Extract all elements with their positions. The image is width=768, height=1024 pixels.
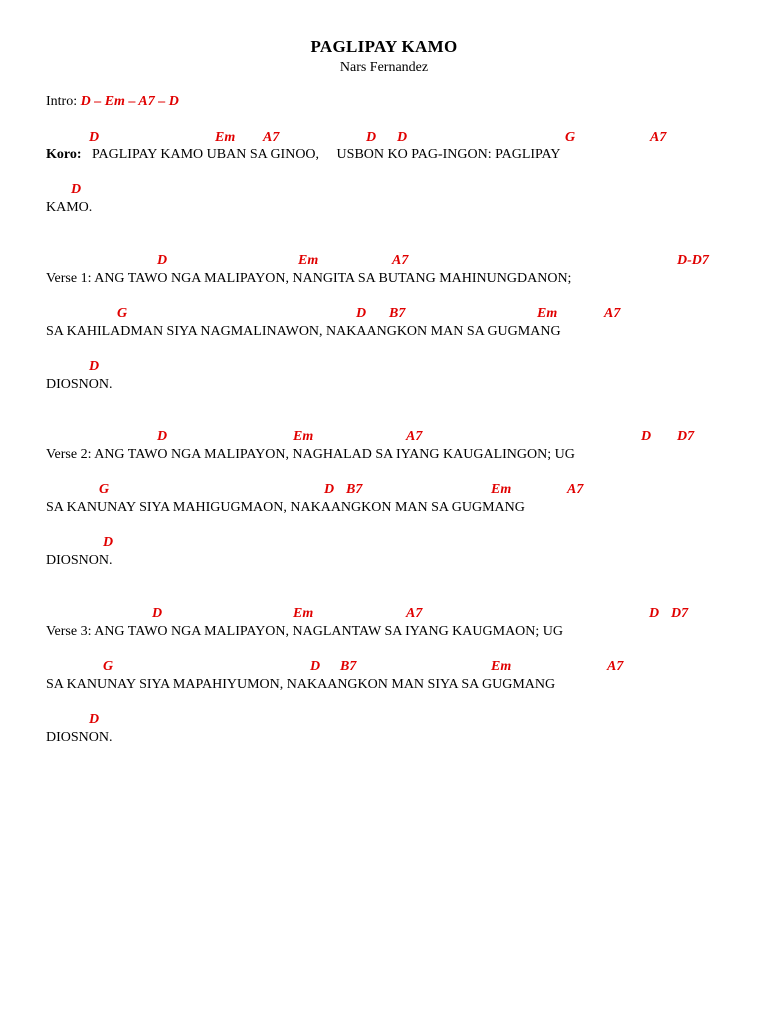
verse3-lyric-3: DIOSNON. — [46, 730, 113, 745]
koro-chord: A7 — [263, 130, 280, 145]
verse3-lyric-1: Verse 3: ANG TAWO NGA MALIPAYON, NAGLANTAW SA IYANG KAUGMAON; UG — [46, 624, 564, 639]
verse2-chord: D — [324, 482, 335, 497]
verse3-chord: A7 — [607, 659, 624, 674]
verse1-lyric-2: SA KAHILADMAN SIYA NAGMALINAWON, NAKAANGKON MAN SA GUGMANG — [46, 324, 561, 339]
verse1-chord: Em — [298, 253, 319, 268]
koro-label: Koro: — [46, 147, 82, 162]
verse2-chord: G — [99, 482, 110, 497]
verse2-chord: Em — [491, 482, 512, 497]
koro-lyric-2: KAMO. — [46, 200, 93, 215]
verse1-chord: A7 — [604, 306, 621, 321]
verse2-lyric-3: DIOSNON. — [46, 553, 113, 568]
verse1-chord: D-D7 — [677, 253, 709, 268]
verse2-chord: D7 — [677, 429, 695, 444]
verse3-chord: D — [89, 712, 100, 727]
verse2-chord: D — [103, 535, 114, 550]
verse3-chord: B7 — [340, 659, 357, 674]
verse3-chord: A7 — [406, 606, 423, 621]
verse1-lyric-3: DIOSNON. — [46, 377, 113, 392]
verse2-chord: A7 — [567, 482, 584, 497]
song-author: Nars Fernandez — [339, 60, 429, 75]
verse1-chord: D — [89, 359, 100, 374]
koro-chord: A7 — [650, 130, 667, 145]
verse1-chord: A7 — [392, 253, 409, 268]
verse3-lyric-2: SA KANUNAY SIYA MAPAHIYUMON, NAKAANGKON MAN SIYA SA GUGMANG — [46, 677, 556, 692]
verse1-chord: B7 — [389, 306, 406, 321]
verse3-chord: Em — [293, 606, 314, 621]
koro-chord: D — [71, 182, 82, 197]
intro-chords: D – Em – A7 – D — [80, 94, 179, 109]
verse1-chord: D — [356, 306, 367, 321]
intro-line — [46, 94, 179, 110]
koro-chord: G — [565, 130, 576, 145]
verse2-lyric-2: SA KANUNAY SIYA MAHIGUGMAON, NAKAANGKON MAN SA GUGMANG — [46, 500, 525, 515]
verse1-chord: Em — [537, 306, 558, 321]
verse1-chord: D — [157, 253, 168, 268]
koro-chord: D — [397, 130, 408, 145]
koro-chord: D — [366, 130, 377, 145]
verse1-chord: G — [117, 306, 128, 321]
verse3-chord: G — [103, 659, 114, 674]
koro-lyric-1: PAGLIPAY KAMO UBAN SA GINOO, USBON KO PAG-INGON: PAGLIPAY — [92, 147, 561, 162]
verse3-chord: Em — [491, 659, 512, 674]
koro-chord: D — [89, 130, 100, 145]
intro-label: Intro: — [46, 94, 78, 109]
verse3-chord: D7 — [671, 606, 689, 621]
koro-line-1 — [46, 147, 560, 163]
verse2-lyric-1: Verse 2: ANG TAWO NGA MALIPAYON, NAGHALAD SA IYANG KAUGALINGON; UG — [46, 447, 575, 462]
koro-chord: Em — [215, 130, 236, 145]
verse2-chord: D — [157, 429, 168, 444]
verse2-chord: A7 — [406, 429, 423, 444]
verse3-chord: D — [310, 659, 321, 674]
verse2-chord: D — [641, 429, 652, 444]
verse2-chord: Em — [293, 429, 314, 444]
verse1-lyric-1: Verse 1: ANG TAWO NGA MALIPAYON, NANGITA SA BUTANG MAHINUNGDANON; — [46, 271, 572, 286]
verse2-chord: B7 — [346, 482, 363, 497]
verse3-chord: D — [649, 606, 660, 621]
song-title: PAGLIPAY KAMO — [310, 37, 458, 56]
verse3-chord: D — [152, 606, 163, 621]
